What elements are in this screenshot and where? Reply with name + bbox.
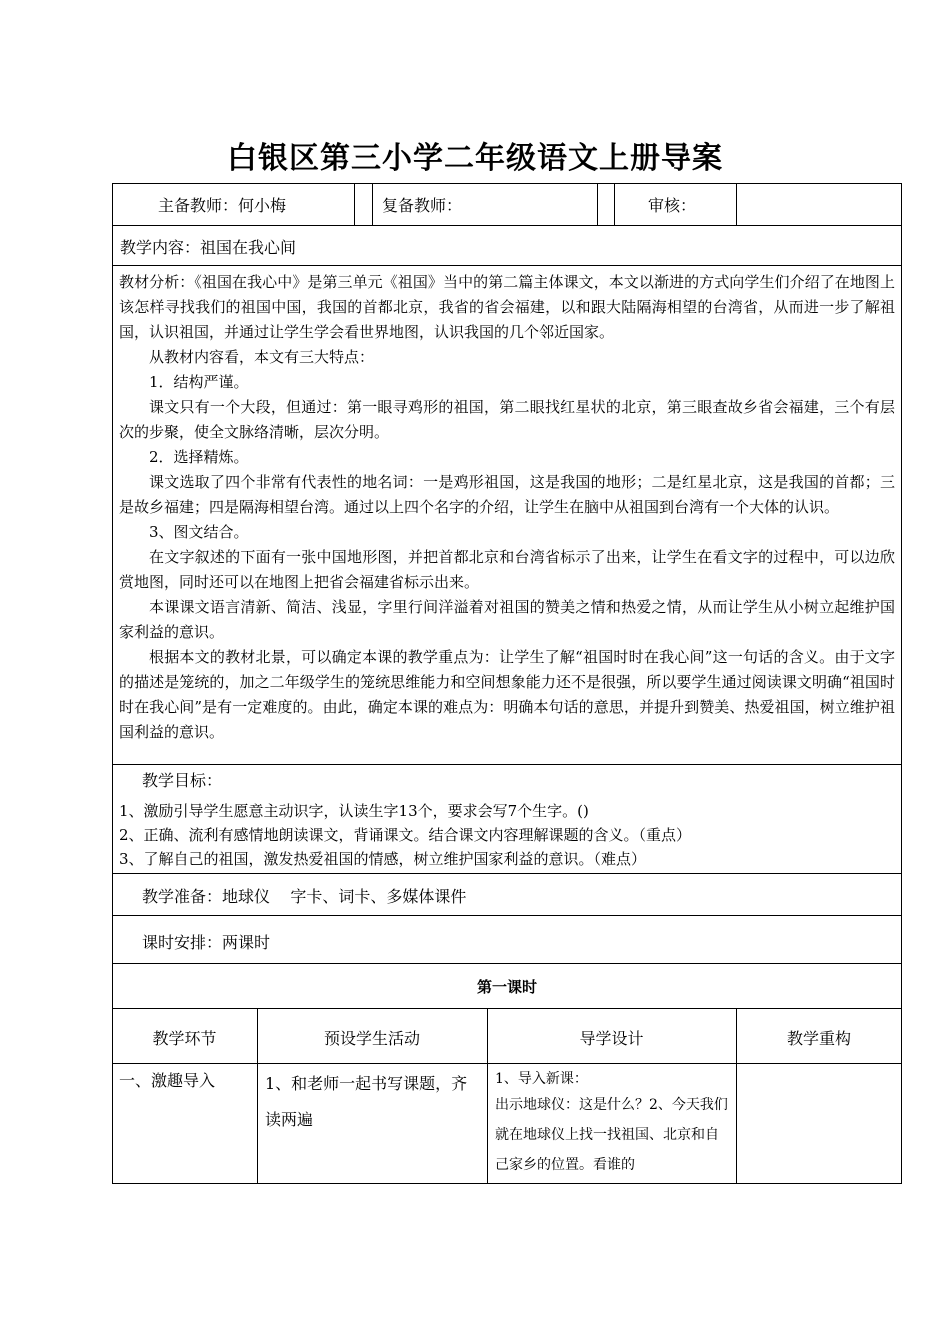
table-border xyxy=(901,183,902,1184)
analysis-paragraph: 课文只有一个大段，但通过：第一眼寻鸡形的祖国，第二眼找红星状的北京，第三眼查故乡省会福建，三个有层次的步聚，使全文脉络清晰，层次分明。 xyxy=(119,398,895,441)
design-line: 1、导入新课： xyxy=(495,1071,588,1087)
lesson-title: 第一课时 xyxy=(476,978,537,996)
analysis-paragraph: 2．选择精炼。 xyxy=(149,448,249,466)
teaching-content: 教学内容：祖国在我心间 xyxy=(120,238,297,257)
column-header: 教学环节 xyxy=(152,1029,217,1048)
table-border xyxy=(487,1008,488,1184)
review-teacher: 复备教师： xyxy=(382,196,463,215)
table-border xyxy=(112,1008,902,1009)
material-analysis xyxy=(119,270,895,745)
table-border xyxy=(736,183,737,225)
table-border xyxy=(257,1008,258,1184)
table-border xyxy=(112,183,113,1184)
analysis-paragraph: 教材分析：《祖国在我心中》是第三单元《祖国》当中的第二篇主体课文，本文以渐进的方式向学生们介绍了在地图上该怎样寻找我们的祖国中国，我国的首都北京，我省的省会福建，以和跟大陆隔海相望的台湾省，从而进一步了解祖国，认识祖国，并通过让学生学会看世界地图，认识我国的几个邻近国家。 xyxy=(119,273,895,341)
analysis-paragraph: 本课课文语言清新、简洁、浅显，字里行间洋溢着对祖国的赞美之情和热爱之情，从而让学生从小树立起维护国家利益的意识。 xyxy=(119,598,895,641)
goal-item: 2、正确、流利有感情地朗读课文，背诵课文。结合课文内容理解课题的含义。（重点） xyxy=(119,826,692,844)
design-line: 出示地球仪：这是什么？2、今天我们就在地球仪上找一找祖国、北京和自己家乡的位置。看谁的 xyxy=(495,1097,728,1173)
teaching-preparation: 教学准备：地球仪 字卡、词卡、多媒体课件 xyxy=(142,887,467,906)
table-border xyxy=(112,1063,902,1064)
table-border xyxy=(112,915,902,916)
table-border xyxy=(112,873,902,874)
goal-item: 1、激励引导学生愿意主动识字，认读生字13个，要求会写7个生字。() xyxy=(119,802,589,820)
goals-heading: 教学目标： xyxy=(142,771,223,790)
table-border xyxy=(112,265,902,266)
analysis-paragraph: 从教材内容看，本文有三大特点： xyxy=(149,348,375,366)
table-border xyxy=(597,183,598,225)
table-border xyxy=(372,183,373,225)
table-border xyxy=(112,963,902,964)
document-title: 白银区第三小学二年级语文上册导案 xyxy=(227,141,723,176)
goal-item: 3、了解自己的祖国，激发热爱祖国的情感，树立维护国家利益的意识。（难点） xyxy=(119,850,647,868)
class-schedule: 课时安排：两课时 xyxy=(142,933,271,952)
analysis-paragraph: 1．结构严谨。 xyxy=(149,373,249,391)
activity-cell: 1、和老师一起书写课题，齐读两遍 xyxy=(265,1074,468,1129)
table-border xyxy=(112,764,902,765)
stage-cell: 一、激趣导入 xyxy=(119,1071,216,1090)
column-header: 教学重构 xyxy=(786,1029,851,1048)
analysis-paragraph: 3、图文结合。 xyxy=(149,523,249,541)
table-border xyxy=(354,183,355,225)
analysis-paragraph: 根据本文的教材北景，可以确定本课的教学重点为：让学生了解“祖国时时在我心间”这一句话的含义。由于文字的描述是笼统的，加之二年级学生的笼统思维能力和空间想象能力还不是很强，所以要学生通过阅读课文明确“祖国时时在我心间”是有一定难度的。由此，确定本课的难点为：明确本句话的意思，并提升到赞美、热爱祖国，树立维护祖国利益的意识。 xyxy=(119,648,895,741)
main-teacher: 主备教师：何小梅 xyxy=(158,196,287,215)
table-border xyxy=(112,183,902,184)
analysis-paragraph: 课文选取了四个非常有代表性的地名词：一是鸡形祖国，这是我国的地形；二是红星北京，这是我国的首都；三是故乡福建；四是隔海相望台湾。通过以上四个名字的介绍，让学生在脑中从祖国到台湾有一个大体的认识。 xyxy=(119,473,895,516)
table-border xyxy=(112,225,902,226)
table-border xyxy=(736,1008,737,1184)
design-cell xyxy=(495,1068,729,1180)
column-header: 预设学生活动 xyxy=(323,1029,420,1048)
column-header: 导学设计 xyxy=(579,1029,644,1048)
audit-label: 审核： xyxy=(648,196,697,215)
table-border xyxy=(614,183,615,225)
analysis-paragraph: 在文字叙述的下面有一张中国地形图，并把首都北京和台湾省标示了出来，让学生在看文字的过程中，可以边欣赏地图，同时还可以在地图上把省会福建省标示出来。 xyxy=(119,548,895,591)
table-border xyxy=(112,1183,902,1184)
